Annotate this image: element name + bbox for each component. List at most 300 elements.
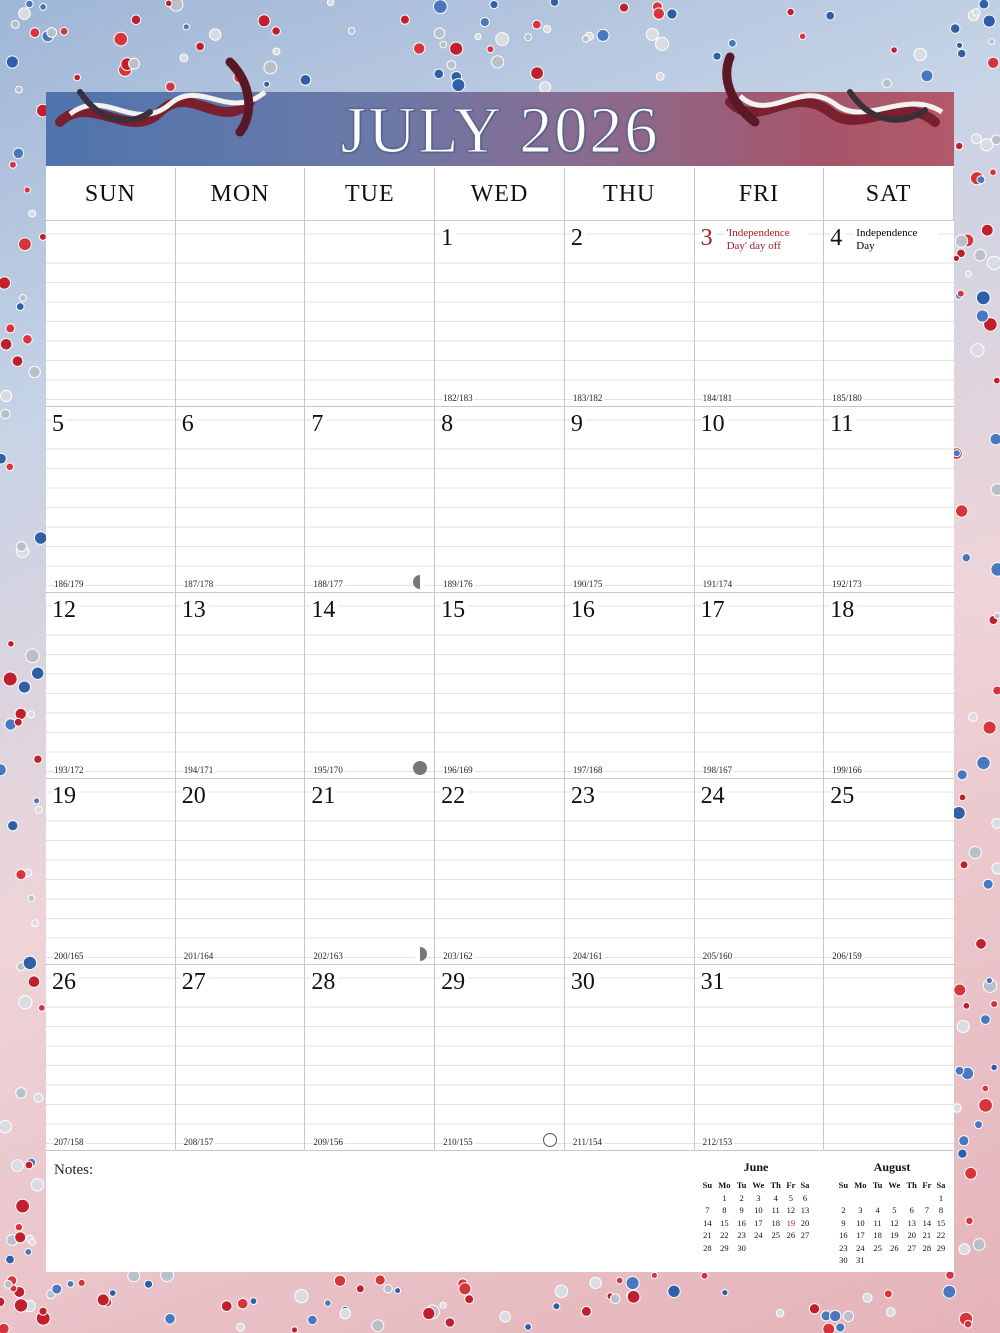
- gem-dot: [975, 1121, 983, 1129]
- gem-dot: [19, 996, 32, 1009]
- gem-dot: [991, 563, 1000, 577]
- day-of-year-label: 191/174: [702, 579, 733, 589]
- day-cell[interactable]: [305, 779, 435, 965]
- day-number: 6: [182, 411, 197, 438]
- gem-dot: [19, 238, 32, 251]
- mini-day: 27: [800, 1230, 810, 1241]
- mini-weekday-header: We: [888, 1180, 901, 1191]
- gem-dot: [963, 1002, 970, 1009]
- mini-day: 28: [703, 1242, 712, 1253]
- mini-weekday-header: Fr: [786, 1180, 796, 1191]
- gem-dot: [984, 318, 998, 332]
- gem-dot: [34, 755, 42, 763]
- mini-weekday-header: Mo: [718, 1180, 731, 1191]
- mini-day: 30: [737, 1242, 746, 1253]
- gem-dot: [36, 1311, 50, 1325]
- day-of-year-label: 193/172: [54, 765, 84, 775]
- gem-dot: [26, 0, 34, 8]
- weekday-header-tue: TUE: [305, 168, 435, 221]
- day-cell[interactable]: [176, 965, 306, 1151]
- gem-dot: [799, 33, 806, 40]
- gem-dot: [990, 169, 997, 176]
- gem-dot: [384, 1285, 392, 1293]
- gem-dot: [989, 38, 995, 44]
- gem-dot: [39, 1307, 47, 1315]
- mini-weekday-header: Su: [838, 1180, 849, 1191]
- day-of-year-label: 194/171: [183, 765, 214, 775]
- day-cell[interactable]: [695, 779, 825, 965]
- mini-day: 22: [936, 1230, 946, 1241]
- gem-dot: [16, 870, 26, 880]
- day-of-year-label: 196/169: [443, 765, 473, 775]
- mini-day: 4: [773, 1192, 778, 1203]
- mini-weekday-header: Fr: [922, 1180, 932, 1191]
- gem-dot: [6, 324, 15, 333]
- gem-dot: [452, 79, 465, 92]
- day-cell[interactable]: [824, 593, 954, 779]
- gem-dot: [1, 390, 12, 401]
- day-number: 10: [701, 411, 728, 438]
- gem-dot: [982, 1085, 989, 1092]
- gem-dot: [5, 719, 16, 730]
- day-number: 22: [441, 783, 468, 810]
- gem-dot: [959, 794, 966, 801]
- day-of-year-label: 189/176: [443, 579, 473, 589]
- day-cell[interactable]: [824, 779, 954, 965]
- gem-dot: [308, 1315, 318, 1325]
- gem-dot: [300, 75, 311, 86]
- gem-dot: [26, 1235, 33, 1242]
- gem-dot: [19, 8, 31, 20]
- gem-dot: [35, 806, 42, 813]
- mini-weekday-header: Tu: [872, 1180, 883, 1191]
- mini-day: [904, 1192, 920, 1205]
- gem-dot: [23, 335, 33, 345]
- gem-dot: [0, 339, 12, 351]
- day-of-year-label: 204/161: [572, 951, 603, 961]
- gem-dot: [962, 554, 970, 562]
- ribbon-right-decoration: [710, 52, 950, 152]
- gem-dot: [196, 42, 205, 51]
- day-number: 12: [52, 597, 79, 624]
- gem-dot: [992, 863, 1000, 874]
- day-cell[interactable]: [176, 407, 306, 593]
- mini-weekday-header: Sa: [936, 1180, 946, 1191]
- gem-dot: [450, 42, 463, 55]
- gem-dot: [619, 3, 628, 12]
- gem-dot: [4, 1280, 12, 1288]
- gem-dot: [11, 20, 19, 28]
- gem-dot: [423, 1307, 435, 1319]
- gem-dot: [0, 277, 11, 289]
- mini-day: 7: [924, 1205, 929, 1216]
- gem-dot: [597, 29, 609, 41]
- day-cell[interactable]: [695, 221, 825, 407]
- gem-dot: [14, 1299, 27, 1312]
- gem-dot: [830, 1310, 841, 1321]
- mini-weekday-header: Mo: [854, 1180, 867, 1191]
- gem-dot: [993, 377, 1000, 384]
- gem-dot: [183, 24, 189, 30]
- mini-day: 24: [856, 1242, 865, 1253]
- gem-dot: [20, 295, 27, 302]
- day-cell[interactable]: [46, 407, 176, 593]
- gem-dot: [969, 713, 978, 722]
- day-cell[interactable]: [565, 593, 695, 779]
- gem-dot: [863, 1293, 872, 1302]
- day-cell[interactable]: [695, 965, 825, 1151]
- gem-dot: [986, 978, 992, 984]
- day-cell[interactable]: [305, 965, 435, 1151]
- day-cell[interactable]: [305, 407, 435, 593]
- gem-dot: [993, 686, 1000, 695]
- mini-day: 3: [756, 1192, 761, 1203]
- day-of-year-label: 183/182: [572, 393, 603, 403]
- gem-dot: [983, 721, 996, 734]
- day-cell[interactable]: [435, 965, 565, 1151]
- mini-day: 21: [922, 1230, 932, 1241]
- gem-dot: [977, 176, 985, 184]
- gem-dot: [24, 187, 30, 193]
- first-quarter-moon-icon: [412, 574, 428, 590]
- new-moon-icon: [412, 760, 428, 776]
- mini-calendar-title: August: [873, 1160, 911, 1174]
- mini-day: 17: [754, 1217, 763, 1228]
- gem-dot: [983, 979, 996, 992]
- gem-dot: [668, 1285, 680, 1297]
- gem-dot: [414, 43, 425, 54]
- day-cell[interactable]: [565, 779, 695, 965]
- gem-dot: [250, 1298, 257, 1305]
- gem-dot: [458, 1279, 468, 1289]
- weekday-header-mon: MON: [176, 168, 306, 221]
- gem-dot: [525, 1324, 532, 1331]
- calendar-grid: [46, 168, 954, 1151]
- day-of-year-label: 185/180: [832, 393, 862, 403]
- gem-dot: [957, 249, 966, 258]
- day-of-year-label: 205/160: [702, 951, 733, 961]
- mini-day: [836, 1192, 851, 1205]
- day-number: 13: [182, 597, 209, 624]
- gem-dot: [16, 1199, 30, 1213]
- gem-dot: [555, 1285, 567, 1297]
- gem-dot: [956, 505, 968, 517]
- gem-dot: [809, 1304, 819, 1314]
- gem-dot: [60, 27, 68, 35]
- gem-dot: [465, 1295, 474, 1304]
- gem-dot: [994, 613, 1000, 619]
- gem-dot: [440, 1302, 446, 1308]
- gem-dot: [953, 255, 959, 261]
- mini-day: 13: [907, 1217, 916, 1228]
- day-of-year-label: 197/168: [572, 765, 603, 775]
- gem-dot: [8, 641, 15, 648]
- gem-dot: [434, 28, 444, 38]
- gem-dot: [34, 1093, 43, 1102]
- empty-day-cell: [176, 221, 306, 407]
- gem-dot: [626, 1277, 639, 1290]
- gem-dot: [78, 1279, 85, 1286]
- gem-dot: [325, 1300, 332, 1307]
- gem-dot: [38, 1005, 45, 1012]
- mini-day: [934, 1254, 948, 1267]
- gem-dot: [14, 1287, 25, 1298]
- gem-dot: [490, 1, 498, 9]
- gem-dot: [30, 28, 40, 38]
- mini-day: 1: [938, 1192, 944, 1203]
- gem-dot: [956, 42, 962, 48]
- gem-dot: [440, 41, 447, 48]
- day-of-year-label: 208/157: [183, 1137, 214, 1147]
- gem-dot: [327, 0, 333, 6]
- gem-dot: [14, 718, 22, 726]
- gem-dot: [826, 11, 835, 20]
- gem-dot: [729, 39, 737, 47]
- day-of-year-label: 212/153: [702, 1137, 733, 1147]
- day-cell[interactable]: [176, 593, 306, 779]
- day-number: 20: [182, 783, 209, 810]
- gem-dot: [375, 1275, 385, 1285]
- gem-dot: [959, 1136, 969, 1146]
- mini-day: [768, 1242, 784, 1255]
- gem-dot: [987, 256, 1000, 269]
- mini-calendar-title: June: [743, 1160, 769, 1174]
- gem-dot: [114, 32, 128, 46]
- gem-dot: [607, 1293, 614, 1300]
- mini-day: 29: [936, 1242, 946, 1253]
- day-number: 15: [441, 597, 468, 624]
- gem-dot: [667, 9, 677, 19]
- mini-day: 10: [856, 1217, 865, 1228]
- mini-day: 17: [856, 1230, 865, 1241]
- gem-dot: [291, 1327, 297, 1333]
- gem-dot: [544, 26, 551, 33]
- weekday-header-wed: WED: [435, 168, 565, 221]
- gem-dot: [965, 1167, 977, 1179]
- day-number: 30: [571, 969, 598, 996]
- gem-dot: [52, 1284, 62, 1294]
- gem-dot: [590, 1277, 601, 1288]
- gem-dot: [32, 920, 39, 927]
- mini-day: 1: [722, 1192, 727, 1203]
- day-of-year-label: 198/167: [702, 765, 733, 775]
- empty-day-cell: [46, 221, 176, 407]
- day-cell[interactable]: [565, 965, 695, 1151]
- mini-day: 29: [720, 1242, 729, 1253]
- day-number: 27: [182, 969, 209, 996]
- gem-dot: [445, 1318, 455, 1328]
- gem-dot: [973, 9, 980, 16]
- gem-dot: [3, 672, 17, 686]
- day-of-year-label: 206/159: [832, 951, 862, 961]
- gem-dot: [340, 1309, 350, 1319]
- gem-dot: [971, 134, 981, 144]
- day-of-year-label: 184/181: [702, 393, 733, 403]
- day-of-year-label: 200/165: [54, 951, 84, 961]
- gem-dot: [957, 1021, 969, 1033]
- gem-dot: [13, 148, 24, 159]
- day-cell[interactable]: [305, 593, 435, 779]
- gem-dot: [776, 1309, 784, 1317]
- day-of-year-label: 186/179: [54, 579, 84, 589]
- mini-weekday-header: Th: [770, 1180, 781, 1191]
- day-number: 29: [441, 969, 468, 996]
- gem-dot: [28, 976, 40, 988]
- gem-dot: [26, 649, 40, 663]
- mini-day: 30: [839, 1255, 848, 1266]
- gem-dot: [964, 1320, 972, 1328]
- day-number: 5: [52, 411, 67, 438]
- mini-day: [700, 1192, 715, 1205]
- gem-dot: [16, 545, 28, 557]
- mini-day: 18: [873, 1230, 882, 1241]
- day-cell[interactable]: [824, 221, 954, 407]
- day-of-year-label: 207/158: [54, 1137, 84, 1147]
- day-cell[interactable]: [435, 407, 565, 593]
- gem-dot: [610, 1294, 620, 1304]
- gem-dot: [6, 56, 18, 68]
- day-cell[interactable]: [435, 593, 565, 779]
- gem-dot: [356, 1285, 364, 1293]
- day-of-year-label: 202/163: [313, 951, 343, 961]
- mini-day: 26: [786, 1230, 796, 1241]
- gem-dot: [974, 249, 986, 261]
- day-cell[interactable]: [46, 965, 176, 1151]
- day-cell[interactable]: [435, 779, 565, 965]
- gem-dot: [47, 28, 57, 38]
- gem-dot: [957, 770, 967, 780]
- gem-dot: [7, 1276, 17, 1286]
- gem-dot: [969, 846, 981, 858]
- gem-dot: [652, 2, 662, 12]
- gem-dot: [25, 1161, 33, 1169]
- mini-day: 12: [786, 1205, 796, 1216]
- day-cell[interactable]: [46, 593, 176, 779]
- day-cell[interactable]: [695, 407, 825, 593]
- gem-dot: [992, 135, 1000, 145]
- gem-dot: [18, 681, 30, 693]
- gem-dot: [976, 310, 988, 322]
- gem-dot: [960, 861, 968, 869]
- day-cell[interactable]: [824, 407, 954, 593]
- gem-dot: [646, 28, 658, 40]
- day-number: 8: [441, 411, 456, 438]
- day-number: 2: [571, 225, 586, 252]
- gem-dot: [40, 4, 47, 11]
- gem-dot: [500, 1311, 511, 1322]
- gem-dot: [823, 1323, 835, 1333]
- gem-dot: [957, 290, 964, 297]
- mini-day: 26: [890, 1242, 899, 1253]
- gem-dot: [434, 69, 444, 79]
- mini-day: 16: [839, 1230, 848, 1241]
- mini-calendar-august: [836, 1160, 948, 1267]
- gem-dot: [7, 1235, 18, 1246]
- gem-dot: [989, 616, 998, 625]
- day-cell[interactable]: [435, 221, 565, 407]
- mini-day: [904, 1254, 920, 1267]
- gem-dot: [492, 56, 504, 68]
- gem-dot: [165, 0, 172, 7]
- gem-dot: [295, 1290, 308, 1303]
- gem-dot: [29, 210, 36, 217]
- gem-dot: [958, 1149, 967, 1158]
- mini-day: 25: [873, 1242, 882, 1253]
- mini-day: [920, 1192, 934, 1205]
- gem-dot: [487, 46, 494, 53]
- day-cell[interactable]: [176, 779, 306, 965]
- mini-day: [870, 1254, 885, 1267]
- gem-dot: [28, 711, 35, 718]
- mini-day: 13: [800, 1205, 810, 1216]
- gem-dot: [651, 1272, 657, 1278]
- mini-day: 18: [771, 1217, 780, 1228]
- gem-dot: [961, 1067, 973, 1079]
- gem-dot: [992, 818, 1000, 828]
- day-number: 1: [441, 225, 456, 252]
- day-of-year-label: 211/154: [572, 1137, 603, 1147]
- gem-dot: [34, 798, 40, 804]
- gem-dot: [627, 1290, 640, 1303]
- gem-dot: [957, 49, 966, 58]
- mini-weekday-header: Th: [906, 1180, 917, 1191]
- mini-day: 21: [703, 1230, 712, 1241]
- gem-dot: [28, 895, 34, 901]
- mini-day: [851, 1192, 870, 1205]
- gem-dot: [16, 1088, 27, 1099]
- gem-dot: [17, 962, 25, 970]
- mini-day: 2: [841, 1205, 846, 1216]
- day-cell[interactable]: [46, 779, 176, 965]
- gem-dot: [971, 344, 984, 357]
- mini-day: 6: [802, 1192, 808, 1203]
- mini-calendar-june: [700, 1160, 812, 1254]
- gem-dot: [496, 33, 509, 46]
- mini-day: 15: [936, 1217, 946, 1228]
- gem-dot: [981, 224, 993, 236]
- mini-day: [885, 1254, 903, 1267]
- notes-label: Notes:: [54, 1162, 94, 1178]
- gem-dot: [965, 271, 971, 277]
- gem-dot: [991, 1001, 998, 1008]
- gem-dot: [433, 0, 447, 14]
- day-cell[interactable]: [565, 221, 695, 407]
- day-of-year-label: 190/175: [572, 579, 603, 589]
- day-cell[interactable]: [695, 593, 825, 779]
- gem-dot: [981, 139, 993, 151]
- gem-dot: [131, 15, 141, 25]
- day-number: 18: [830, 597, 857, 624]
- day-number: 24: [701, 783, 728, 810]
- gem-dot: [12, 1160, 24, 1172]
- gem-dot: [0, 764, 6, 776]
- gem-dot: [15, 1232, 26, 1243]
- gem-dot: [17, 542, 27, 552]
- day-cell[interactable]: [565, 407, 695, 593]
- gem-dot: [15, 1224, 22, 1231]
- mini-day: 6: [909, 1205, 914, 1216]
- day-of-year-label: 182/183: [443, 393, 473, 403]
- mini-day: [920, 1254, 934, 1267]
- day-number: 3: [701, 225, 716, 252]
- gem-dot: [884, 1290, 892, 1298]
- gem-dot: [626, 1291, 634, 1299]
- gem-dot: [973, 1239, 985, 1251]
- gem-dot: [342, 1306, 349, 1313]
- mini-day: 2: [739, 1192, 744, 1203]
- gem-dot: [531, 67, 544, 80]
- mini-day: 5: [892, 1205, 897, 1216]
